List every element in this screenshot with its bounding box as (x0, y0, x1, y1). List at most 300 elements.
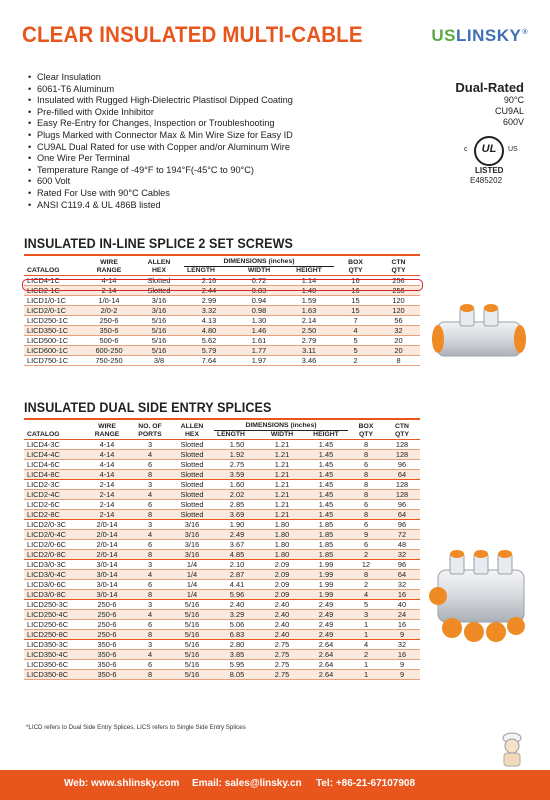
catalog-cell: LICD2/0-8C (27, 550, 67, 559)
feature-item: • 6061-T6 Aluminum (28, 84, 293, 96)
table-cell: 8 (363, 490, 369, 499)
table-cell: 4-14 (101, 276, 117, 285)
table-cell: 0.98 (251, 306, 267, 315)
catalog-cell: LICD1/0-1C (27, 296, 67, 305)
inline-splice-product-image (424, 300, 536, 368)
table-cell: 1.80 (274, 550, 290, 559)
table-cell: Slotted (147, 286, 171, 295)
table-cell: 1.80 (274, 530, 290, 539)
col-catalog: CATALOG (27, 267, 60, 274)
table-cell: 3/16 (151, 306, 167, 315)
table-cell: 5/16 (151, 336, 167, 345)
table-cell: 128 (395, 440, 409, 449)
table-cell: 2.75 (274, 670, 290, 679)
table-cell: 2.40 (274, 620, 290, 629)
table-cell: 5 (363, 600, 369, 609)
dual-side-rows (24, 440, 420, 680)
table-cell: 1 (363, 620, 369, 629)
table-cell: 96 (397, 560, 407, 569)
table-cell: 2.99 (201, 296, 217, 305)
table-cell: 4 (147, 570, 153, 579)
catalog-cell: LICD250-1C (27, 316, 69, 325)
feature-item: • Easy Re-Entry for Changes, Inspection or Troubleshooting (28, 118, 293, 130)
table-cell: Slotted (180, 480, 204, 489)
catalog-cell: LICD2/0-1C (27, 306, 67, 315)
table-cell: 1.21 (274, 500, 290, 509)
table-cell: 96 (397, 520, 407, 529)
table-row (24, 560, 420, 570)
table-cell: 56 (394, 316, 403, 325)
table-cell: 20 (394, 346, 403, 355)
table-cell: 128 (395, 490, 409, 499)
contact-footer (0, 770, 550, 800)
table-cell: 2.87 (229, 570, 245, 579)
dual-side-splice-product-image (424, 540, 536, 652)
ul-listed-label: LISTED (475, 166, 504, 175)
table-cell: 6 (147, 500, 153, 509)
table-cell: 2.75 (274, 650, 290, 659)
table-cell: 4-14 (99, 440, 115, 449)
table-cell: 5.96 (229, 590, 245, 599)
table-row (24, 480, 420, 490)
table-cell: 2.09 (274, 560, 290, 569)
table-cell: 2.40 (274, 630, 290, 639)
table-cell: 1/4 (186, 560, 198, 569)
table-cell: 4-14 (99, 460, 115, 469)
catalog-cell: LICD2/0-4C (27, 530, 67, 539)
table-cell: 6 (363, 460, 369, 469)
table-cell: Slotted (180, 490, 204, 499)
table-cell: 750-250 (95, 356, 123, 365)
table-cell: 350-6 (97, 650, 117, 659)
catalog-cell: LICD3/0-3C (27, 560, 67, 569)
table-cell: 2.49 (318, 610, 334, 619)
table-cell: 5/16 (184, 670, 200, 679)
table-cell: 3 (147, 640, 153, 649)
table-cell: 6 (363, 500, 369, 509)
table-cell: 15 (351, 296, 360, 305)
catalog-cell: LICD3/0-4C (27, 570, 67, 579)
table-cell: 4-14 (99, 450, 115, 459)
table-row (24, 336, 420, 346)
table-cell: 2.40 (274, 600, 290, 609)
catalog-cell: LICD250-4C (27, 610, 69, 619)
table-cell: 1.45 (318, 460, 334, 469)
table-cell: 16 (397, 650, 407, 659)
ul-c-label: c (464, 146, 468, 153)
table-cell: 7.64 (201, 356, 217, 365)
table-cell: 5.79 (201, 346, 217, 355)
table-cell: 2/0-14 (96, 550, 118, 559)
table-cell: 350-6 (97, 640, 117, 649)
table-cell: 5/16 (151, 326, 167, 335)
table-cell: 1 (363, 630, 369, 639)
table-cell: 2-14 (101, 286, 117, 295)
table-cell: 4 (363, 590, 369, 599)
table-cell: 3/0-14 (96, 580, 118, 589)
table-cell: 6 (363, 520, 369, 529)
table-cell: 32 (394, 326, 403, 335)
table-cell: 1.99 (318, 570, 334, 579)
feature-item: • Plugs Marked with Connector Max & Min Wire Size for Easy ID (28, 130, 293, 142)
table-cell: 2.16 (201, 276, 217, 285)
col-dimensions: DIMENSIONS (inches) (184, 258, 334, 267)
feature-item: • Pre-filled with Oxide Inhibitor (28, 107, 293, 119)
mascot-worker-icon (498, 730, 526, 768)
table-cell: 1.45 (318, 450, 334, 459)
table-cell: 64 (397, 470, 407, 479)
page-title: CLEAR INSULATED MULTI-CABLE (22, 22, 363, 47)
table-cell: 9 (399, 630, 405, 639)
table-row (24, 346, 420, 356)
catalog-cell: LICD2/0-6C (27, 540, 67, 549)
table-cell: Slotted (180, 440, 204, 449)
table-cell: 1.14 (301, 276, 317, 285)
logo-us: US (431, 26, 456, 45)
table-cell: 6 (363, 540, 369, 549)
table-cell: 5 (353, 346, 358, 355)
table-cell: 2.02 (229, 490, 245, 499)
catalog-cell: LICD2-6C (27, 500, 60, 509)
table-cell: 8.05 (229, 670, 245, 679)
table-cell: 6 (147, 660, 153, 669)
feature-item: • Temperature Range of -49°F to 194°F(-45°C to 90°C) (28, 165, 293, 177)
table-cell: 5/16 (184, 640, 200, 649)
table-cell: 9 (399, 660, 405, 669)
table-cell: 2-14 (99, 500, 115, 509)
table-cell: 8 (363, 450, 369, 459)
table-row (24, 356, 420, 366)
table-cell: 2.64 (318, 670, 334, 679)
table-cell: 24 (397, 610, 407, 619)
table-cell: 4-14 (99, 470, 115, 479)
table-cell: 2/0-2 (100, 306, 118, 315)
table-cell: 128 (395, 450, 409, 459)
table-cell: 9 (399, 670, 405, 679)
table-cell: 120 (392, 296, 405, 305)
table-cell: 8 (147, 510, 153, 519)
table-cell: 5/16 (151, 346, 167, 355)
table-cell: 3.69 (229, 510, 245, 519)
table-cell: 1.21 (274, 440, 290, 449)
row-highlight-box (22, 279, 423, 291)
table-row (24, 670, 420, 680)
table-row (24, 460, 420, 470)
catalog-cell: LICD350-8C (27, 670, 69, 679)
table-cell: 40 (397, 600, 407, 609)
table-cell: 2-14 (99, 490, 115, 499)
col-wire-range: WIRE RANGE (94, 423, 120, 438)
table-cell: 4 (147, 530, 153, 539)
table-cell: 1.40 (301, 286, 317, 295)
section-title-dual-side: INSULATED DUAL SIDE ENTRY SPLICES (24, 400, 272, 415)
table-cell: 20 (394, 336, 403, 345)
table-cell: 4.41 (229, 580, 245, 589)
dual-rated-block (455, 80, 524, 128)
table-cell: 2 (363, 580, 369, 589)
table-cell: 0.83 (251, 286, 267, 295)
table-cell: 250-6 (97, 630, 117, 639)
section-title-inline-splice: INSULATED IN-LINE SPLICE 2 SET SCREWS (24, 236, 293, 251)
table-cell: 0.94 (251, 296, 267, 305)
catalog-cell: LICD350-1C (27, 326, 69, 335)
catalog-cell: LICD2-3C (27, 480, 60, 489)
table-cell: 5/16 (184, 620, 200, 629)
table-row (24, 490, 420, 500)
table-row (24, 630, 420, 640)
col-ctn-qty: CTN QTY (391, 259, 406, 274)
table-cell: 1 (363, 660, 369, 669)
catalog-cell: LICD4-8C (27, 470, 60, 479)
table-cell: 1.99 (318, 580, 334, 589)
table-cell: 350-6 (97, 660, 117, 669)
table-cell: 350-6 (97, 670, 117, 679)
catalog-cell: LICD600-1C (27, 346, 69, 355)
table-cell: 3/0-14 (96, 590, 118, 599)
table-cell: 64 (397, 510, 407, 519)
table-cell: 2.75 (229, 460, 245, 469)
table-cell: 5/16 (151, 316, 167, 325)
ul-file-number: E485202 (470, 176, 503, 185)
table-cell: 1.92 (229, 450, 245, 459)
table-cell: 5.95 (229, 660, 245, 669)
col-width: WIDTH (247, 267, 271, 274)
table-row (24, 540, 420, 550)
table-cell: 1.80 (274, 540, 290, 549)
table-row (24, 440, 420, 450)
table-cell: 1.59 (301, 296, 317, 305)
table-cell: 250-6 (97, 620, 117, 629)
col-wire-range: WIRE RANGE (96, 259, 122, 274)
table-cell: 4 (363, 640, 369, 649)
table-cell: 2.49 (229, 530, 245, 539)
section-rule (24, 254, 420, 256)
feature-item: • 600 Volt (28, 176, 293, 188)
col-length: LENGTH (187, 267, 215, 274)
table-cell: 12 (361, 560, 371, 569)
table-cell: 2 (353, 356, 358, 365)
table-row (24, 600, 420, 610)
table-cell: 15 (351, 306, 360, 315)
catalog-cell: LICD4-6C (27, 460, 60, 469)
table-cell: 2.85 (229, 500, 245, 509)
table-cell: 5/16 (184, 600, 200, 609)
table-cell: 5/16 (184, 610, 200, 619)
catalog-cell: LICD4-1C (27, 276, 60, 285)
table-cell: 4.80 (201, 326, 217, 335)
table-cell: 8 (363, 470, 369, 479)
catalog-cell: LICD2-1C (27, 286, 60, 295)
table-cell: Slotted (147, 276, 171, 285)
table-cell: 16 (351, 286, 360, 295)
table-cell: 1.21 (274, 470, 290, 479)
table-row (24, 306, 420, 316)
table-cell: 2.64 (318, 660, 334, 669)
table-cell: 2.49 (318, 600, 334, 609)
table-cell: 256 (392, 286, 405, 295)
table-cell: 500-6 (99, 336, 119, 345)
catalog-cell: LICD4-4C (27, 450, 60, 459)
catalog-cell: LICD4-3C (27, 440, 60, 449)
col-dimensions: DIMENSIONS (inches) (214, 422, 348, 431)
table-cell: 3.59 (229, 470, 245, 479)
table-cell: 2.49 (318, 620, 334, 629)
table-cell: 6 (147, 540, 153, 549)
feature-item: • One Wire Per Terminal (28, 153, 293, 165)
table-row (24, 570, 420, 580)
table-cell: 3 (147, 440, 153, 449)
table-cell: 1.30 (251, 316, 267, 325)
table-cell: 1/0-14 (98, 296, 120, 305)
table-cell: 7 (353, 316, 358, 325)
table-cell: 2.64 (318, 640, 334, 649)
table-cell: 1.45 (318, 500, 334, 509)
col-allen-hex: ALLEN HEX (180, 423, 204, 438)
table-cell: 1.77 (251, 346, 267, 355)
table-row (24, 660, 420, 670)
table-cell: 2/0-14 (96, 520, 118, 529)
table-cell: 2/0-14 (96, 530, 118, 539)
table-cell: 8 (147, 550, 153, 559)
table-cell: 1.99 (318, 590, 334, 599)
table-cell: 6 (147, 620, 153, 629)
table-cell: 8 (147, 470, 153, 479)
table-row (24, 650, 420, 660)
table-cell: 1.45 (318, 510, 334, 519)
table-cell: 4 (147, 490, 153, 499)
catalog-cell: LICD250-8C (27, 630, 69, 639)
table-cell: 2-14 (99, 480, 115, 489)
table-row (24, 500, 420, 510)
catalog-cell: LICD750-1C (27, 356, 69, 365)
table-cell: 96 (397, 500, 407, 509)
table-cell: 2 (363, 650, 369, 659)
table-cell: 128 (395, 480, 409, 489)
table-cell: 1.45 (318, 440, 334, 449)
table-cell: 3/16 (184, 550, 200, 559)
table-cell: 5/16 (184, 650, 200, 659)
table-cell: 8 (147, 670, 153, 679)
table-cell: 1.85 (318, 550, 334, 559)
catalog-cell: LICD250-6C (27, 620, 69, 629)
table-cell: 4.85 (229, 550, 245, 559)
col-width: WIDTH (270, 431, 294, 438)
section-rule (24, 418, 420, 420)
table-cell: 2.75 (274, 640, 290, 649)
catalog-cell: LICD250-3C (27, 600, 69, 609)
table-row (24, 450, 420, 460)
table-cell: 4 (353, 326, 358, 335)
footer-tel: Tel: +86-21-67107908 (316, 778, 416, 789)
table-cell: 250-6 (97, 610, 117, 619)
table-cell: 2.09 (274, 570, 290, 579)
table-cell: 16 (397, 590, 407, 599)
table-cell: 1.90 (229, 520, 245, 529)
table-cell: 2.40 (229, 600, 245, 609)
table-row (24, 550, 420, 560)
table-cell: 2.50 (301, 326, 317, 335)
table-cell: 5.06 (229, 620, 245, 629)
col-allen-hex: ALLEN HEX (147, 259, 171, 274)
table-cell: 1/4 (186, 580, 198, 589)
table-cell: 8 (147, 630, 153, 639)
table-cell: 1.61 (251, 336, 267, 345)
table-cell: 1/4 (186, 590, 198, 599)
table-cell: 3.85 (229, 650, 245, 659)
table-cell: 250-6 (99, 316, 119, 325)
table-cell: 9 (363, 530, 369, 539)
table-cell: 2 (363, 550, 369, 559)
brand-logo (431, 26, 528, 46)
footnote: *LICD refers to Dual Side Entry Splices, LICS refers to Single Side Entry Splices (26, 724, 246, 731)
feature-item: • Rated For Use with 90°C Cables (28, 188, 293, 200)
catalog-cell: LICD350-4C (27, 650, 69, 659)
table-cell: 1.45 (318, 490, 334, 499)
table-cell: 3/16 (184, 520, 200, 529)
table-cell: 600-250 (95, 346, 123, 355)
table-cell: 5 (353, 336, 358, 345)
table-row (24, 620, 420, 630)
table-cell: 5.62 (201, 336, 217, 345)
table-cell: 4 (147, 450, 153, 459)
table-cell: 1.60 (229, 480, 245, 489)
footer-email: Email: sales@linsky.cn (192, 778, 302, 789)
ul-mark-text: UL (481, 143, 497, 155)
table-cell: 2.64 (318, 650, 334, 659)
table-cell: 5/16 (184, 630, 200, 639)
feature-item: • Clear Insulation (28, 72, 293, 84)
table-cell: 64 (397, 570, 407, 579)
rating-cu: CU9AL (494, 106, 524, 116)
table-cell: 3 (147, 560, 153, 569)
feature-item: • ANSI C119.4 & UL 486B listed (28, 200, 293, 212)
table-cell: 1.85 (318, 540, 334, 549)
rating-temp: 90°C (503, 95, 524, 105)
table-cell: 8 (363, 440, 369, 449)
table-cell: 250-6 (97, 600, 117, 609)
rating-volt: 600V (502, 117, 524, 127)
table-row (24, 590, 420, 600)
table-cell: 3 (147, 600, 153, 609)
table-cell: 1.21 (274, 490, 290, 499)
table-cell: 3/0-14 (96, 560, 118, 569)
table-cell: 1.21 (274, 510, 290, 519)
table-cell: 1.63 (301, 306, 317, 315)
table-cell: 1 (363, 670, 369, 679)
table-cell: 3/8 (153, 356, 165, 365)
table-cell: 3 (363, 610, 369, 619)
inline-splice-table (24, 258, 420, 366)
logo-registered: ® (522, 28, 528, 36)
table-cell: 3/16 (184, 540, 200, 549)
table-cell: 2.44 (201, 286, 217, 295)
col-box-qty: BOX QTY (348, 259, 363, 274)
table-cell: 3 (147, 480, 153, 489)
table-cell: 1.21 (274, 450, 290, 459)
feature-item: • CU9AL Dual Rated for use with Copper and/or Aluminum Wire (28, 142, 293, 154)
table-cell: 1.46 (251, 326, 267, 335)
table-cell: 8 (363, 510, 369, 519)
table-cell: 2/0-14 (96, 540, 118, 549)
table-row (24, 470, 420, 480)
table-cell: 32 (397, 550, 407, 559)
catalog-cell: LICD2/0-3C (27, 520, 67, 529)
table-cell: 2.14 (301, 316, 317, 325)
col-catalog: CATALOG (27, 431, 60, 438)
table-cell: 120 (392, 306, 405, 315)
catalog-cell: LICD500-1C (27, 336, 69, 345)
table-cell: 1.21 (274, 460, 290, 469)
